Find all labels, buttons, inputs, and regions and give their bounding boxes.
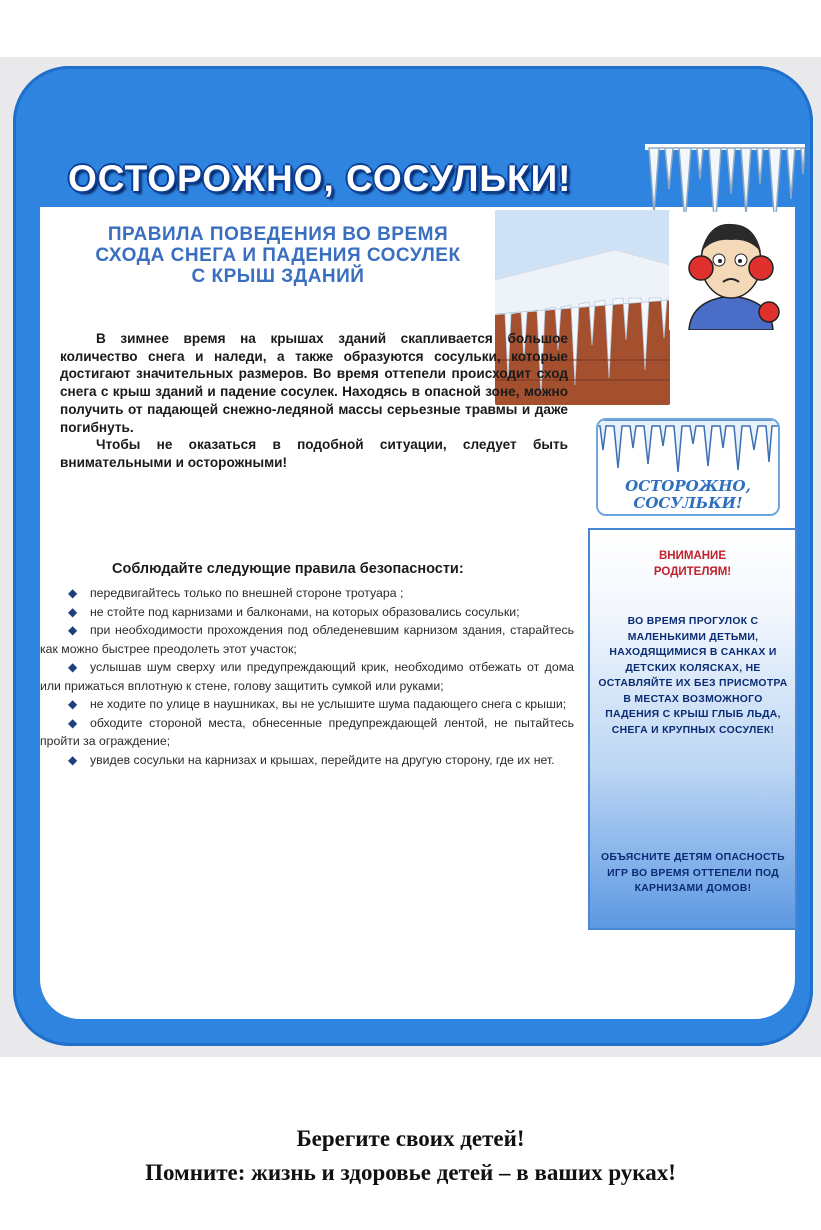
footer-line: Помните: жизнь и здоровье детей – в ваших руках! <box>145 1160 676 1185</box>
list-item: ◆ не стойте под карнизами и балконами, на которых образовались сосульки; <box>68 604 520 619</box>
sign-text: ОСТОРОЖНО, СОСУЛЬКИ! <box>625 477 751 512</box>
rule-text: не ходите по улице в наушниках, вы не услышите шума падающего снега с крыши; <box>90 697 567 711</box>
warning-body: ВО ВРЕМЯ ПРОГУЛОК С МАЛЕНЬКИМИ ДЕТЬМИ, НАХОДЯЩИМИСЯ В САНКАХ И ДЕТСКИХ КОЛЯСКАХ, НЕ ОСТАВЛЯЙТЕ ИХ БЕЗ ПРИСМОТРА В МЕСТАХ ВОЗМОЖНОГО ПАДЕНИЯ С КРЫШ ГЛЫБ ЛЬДА, СНЕГА И КРУПНЫХ СОСУЛЕК! <box>598 616 788 736</box>
rule-text: при необходимости прохождения под обледеневшим карнизом здания, старайтесь как можно быстрее преодолеть этот участок; <box>40 623 574 656</box>
warning-body-second: ОБЪЯСНИТЕ ДЕТЯМ ОПАСНОСТЬ ИГР ВО ВРЕМЯ ОТТЕПЕЛИ ПОД КАРНИЗАМИ ДОМОВ! <box>601 852 785 894</box>
list-item: ◆ при необходимости прохождения под обледеневшим карнизом здания, старайтесь как можно быстрее преодолеть этот участок; <box>40 623 574 656</box>
intro-paragraph: В зимнее время на крышах зданий скапливается большое количество снега и наледи, а также образуются сосульки, которые достигают значительных размеров. Во время оттепели происходит сход снега с крыш зданий и падение сосулек. Находясь в опасной зоне, можно получить от падающей снежно-ледяной массы серьезные травмы и даже погибнуть. <box>60 331 568 435</box>
rule-text: обходите стороной места, обнесенные предупреждающей лентой, не пытайтесь пройти за ограждение; <box>40 715 574 748</box>
poster-title: ОСТОРОЖНО, СОСУЛЬКИ! <box>68 158 572 199</box>
list-item: ◆ обходите стороной места, обнесенные предупреждающей лентой, не пытайтесь пройти за ограждение; <box>40 715 574 748</box>
footer-line: Берегите своих детей! <box>296 1126 525 1151</box>
sign-icicles-icon <box>598 420 778 480</box>
list-item: ◆ передвигайтесь только по внешней стороне тротуара ; <box>68 586 404 600</box>
list-item: ◆ не ходите по улице в наушниках, вы не услышите шума падающего снега с крыши; <box>68 697 567 711</box>
footer-message <box>0 1122 821 1190</box>
rule-text: увидев сосульки на карнизах и крышах, перейдите на другую сторону, где их нет. <box>90 752 555 767</box>
intro-text <box>60 330 568 472</box>
warning-heading-line: ВНИМАНИЕ <box>658 550 726 562</box>
list-item: ◆ увидев сосульки на карнизах и крышах, перейдите на другую сторону, где их нет. <box>68 752 555 767</box>
parents-warning-panel <box>588 528 797 930</box>
icicle-warning-sign <box>596 418 780 516</box>
rule-text: передвигайтесь только по внешней стороне тротуара ; <box>90 586 404 600</box>
warning-heading-line: РОДИТЕЛЯМ! <box>653 566 732 578</box>
poster-subtitle: ПРАВИЛА ПОВЕДЕНИЯ ВО ВРЕМЯ СХОДА СНЕГА И ПАДЕНИЯ СОСУЛЕК С КРЫШ ЗДАНИЙ <box>95 224 461 287</box>
intro-paragraph: Чтобы не оказаться в подобной ситуации, следует быть внимательными и осторожными! <box>60 437 568 470</box>
warning-heading <box>590 548 795 580</box>
rules-heading: Соблюдайте следующие правила безопасности: <box>112 561 464 577</box>
rule-text: не стойте под карнизами и балконами, на которых образовались сосульки; <box>90 604 520 619</box>
list-item: ◆ услышав шум сверху или предупреждающий крик, необходимо отбежать от дома или прижаться вплотную к стене, голову защитить сумкой или руками; <box>40 660 574 693</box>
worried-child-illustration <box>669 212 793 330</box>
safety-rules-list <box>40 584 574 769</box>
rule-text: услышав шум сверху или предупреждающий крик, необходимо отбежать от дома или прижаться вплотную к стене, голову защитить сумкой или руками; <box>40 660 574 693</box>
